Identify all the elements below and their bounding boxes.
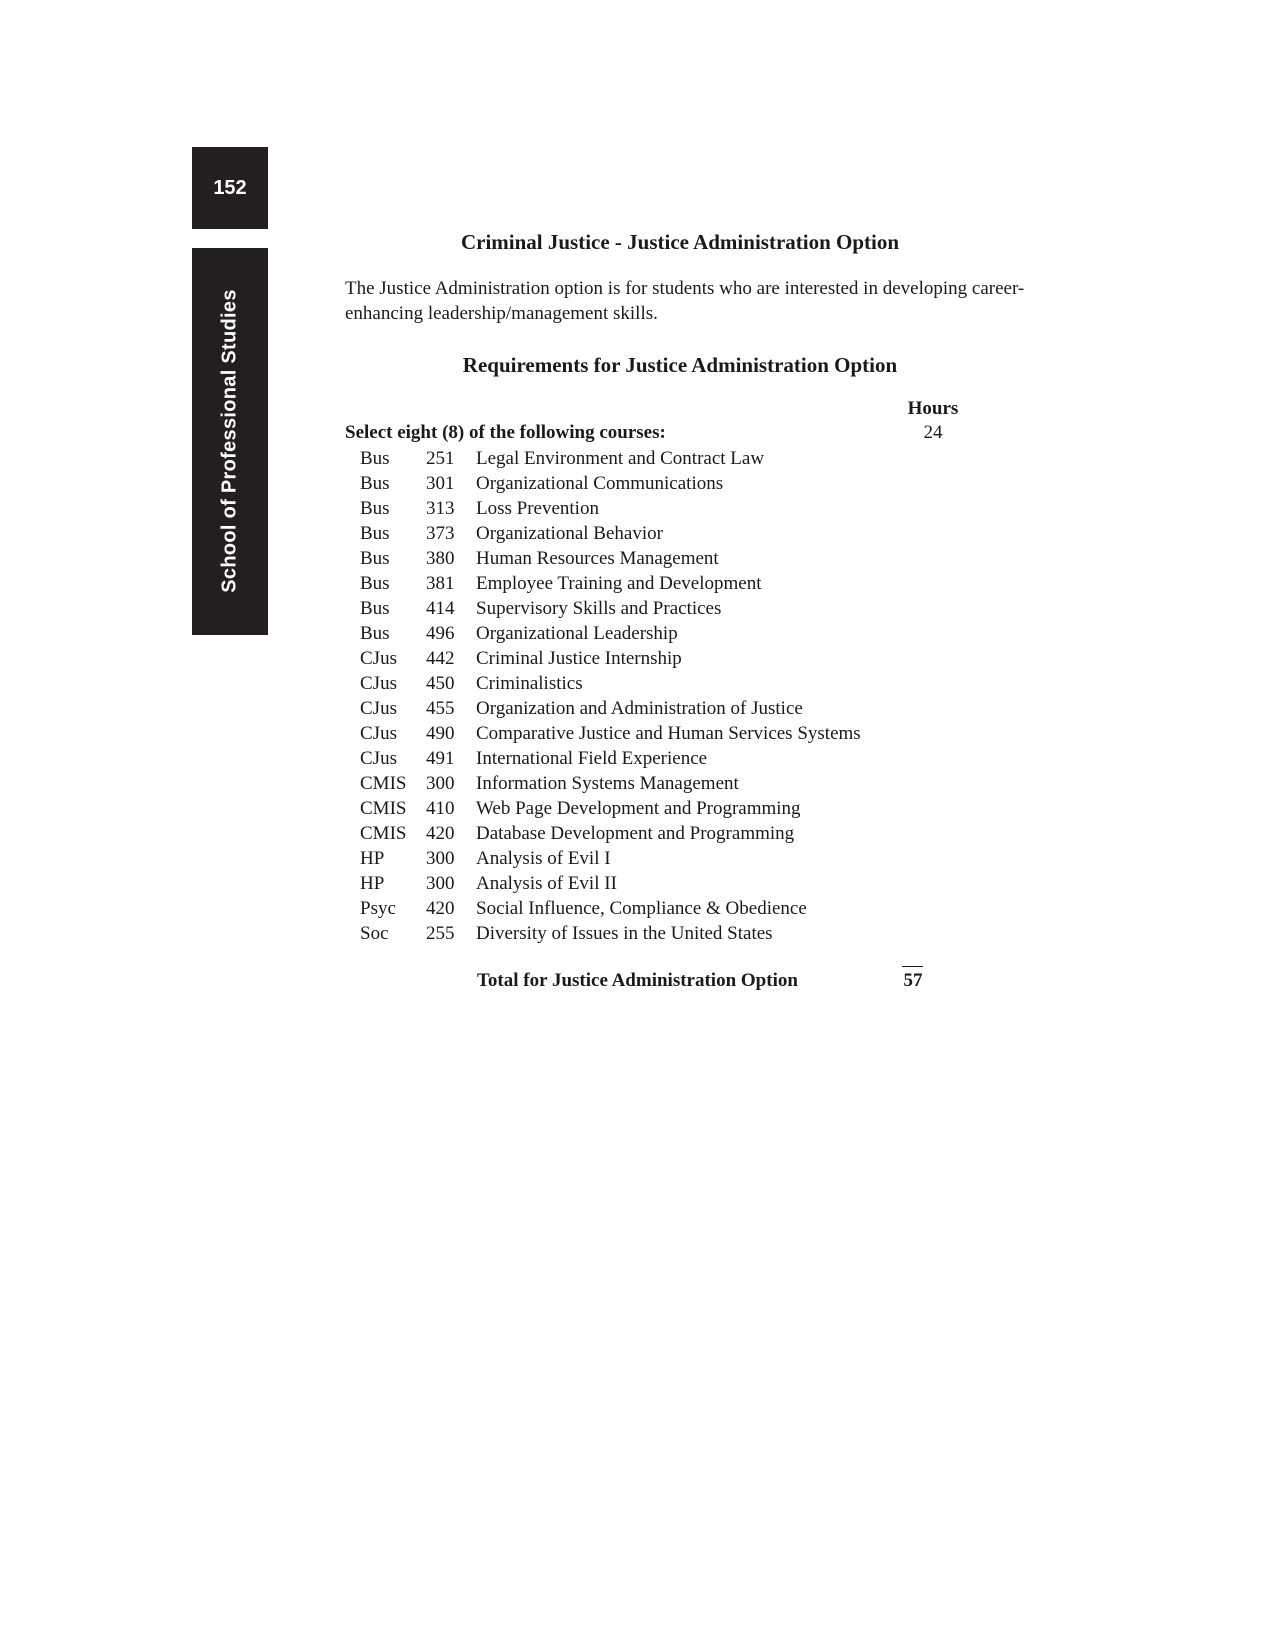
page-number: 152 (213, 176, 247, 199)
course-number: 442 (426, 648, 455, 669)
page-title: Criminal Justice - Justice Administration Option (460, 230, 900, 254)
course-name: Organizational Behavior (476, 523, 663, 544)
course-row (360, 496, 861, 521)
course-dept: Bus (360, 473, 390, 494)
course-dept: CMIS (360, 823, 407, 844)
course-number: 450 (426, 673, 455, 694)
page-number-tab (192, 147, 268, 229)
course-row (360, 446, 861, 471)
course-dept: CJus (360, 698, 397, 719)
course-row (360, 621, 861, 646)
course-name: Criminal Justice Internship (476, 648, 682, 669)
course-number: 373 (426, 523, 455, 544)
course-name: Loss Prevention (476, 498, 599, 519)
course-number: 300 (426, 873, 455, 894)
course-row (360, 471, 861, 496)
course-number: 491 (426, 748, 455, 769)
hours-column-heading: Hours (907, 398, 959, 419)
course-row (360, 696, 861, 721)
course-dept: Bus (360, 523, 390, 544)
course-dept: Bus (360, 548, 390, 569)
course-list (360, 446, 861, 946)
course-dept: Psyc (360, 898, 396, 919)
course-number: 414 (426, 598, 455, 619)
course-name: Legal Environment and Contract Law (476, 448, 765, 469)
course-dept: Bus (360, 573, 390, 594)
course-number: 455 (426, 698, 455, 719)
course-name: Comparative Justice and Human Services Systems (476, 723, 861, 744)
course-name: Criminalistics (476, 673, 583, 694)
total-rule (902, 966, 923, 967)
course-row (360, 721, 861, 746)
course-row (360, 796, 861, 821)
course-number: 300 (426, 848, 455, 869)
course-number: 420 (426, 823, 455, 844)
course-row (360, 896, 861, 921)
course-name: Organization and Administration of Justice (476, 698, 803, 719)
course-dept: CJus (360, 648, 397, 669)
course-dept: CJus (360, 673, 397, 694)
course-dept: HP (360, 873, 385, 894)
course-number: 420 (426, 898, 455, 919)
course-name: Human Resources Management (476, 548, 719, 569)
course-name: Diversity of Issues in the United States (476, 923, 773, 944)
course-row (360, 871, 861, 896)
course-number: 313 (426, 498, 455, 519)
course-dept: CJus (360, 748, 397, 769)
course-number: 301 (426, 473, 455, 494)
select-courses-hours: 24 (923, 422, 943, 443)
course-name: Information Systems Management (476, 773, 739, 794)
course-name: International Field Experience (476, 748, 708, 769)
course-number: 496 (426, 623, 455, 644)
course-row (360, 571, 861, 596)
course-name: Employee Training and Development (476, 573, 762, 594)
course-row (360, 546, 861, 571)
course-number: 380 (426, 548, 455, 569)
course-name: Analysis of Evil II (476, 873, 617, 894)
course-row (360, 671, 861, 696)
course-number: 410 (426, 798, 455, 819)
course-name: Social Influence, Compliance & Obedience (476, 898, 807, 919)
course-dept: CMIS (360, 798, 407, 819)
total-label: Total for Justice Administration Option (477, 970, 798, 991)
course-number: 300 (426, 773, 455, 794)
select-courses-label: Select eight (8) of the following courses: (345, 422, 666, 443)
course-number: 381 (426, 573, 455, 594)
course-name: Analysis of Evil I (476, 848, 611, 869)
course-row (360, 646, 861, 671)
course-name: Web Page Development and Programming (476, 798, 801, 819)
course-dept: Bus (360, 498, 390, 519)
intro-paragraph: The Justice Administration option is for students who are interested in developing career-enhancing leadership/management skills. (345, 278, 1025, 324)
course-row (360, 521, 861, 546)
course-dept: HP (360, 848, 385, 869)
course-row (360, 596, 861, 621)
course-row (360, 821, 861, 846)
course-number: 255 (426, 923, 455, 944)
section-side-tab (192, 248, 268, 635)
course-row (360, 771, 861, 796)
total-value: 57 (903, 970, 923, 991)
course-row (360, 846, 861, 871)
course-name: Supervisory Skills and Practices (476, 598, 722, 619)
course-name: Organizational Communications (476, 473, 724, 494)
course-dept: Soc (360, 923, 389, 944)
course-dept: CMIS (360, 773, 407, 794)
course-dept: Bus (360, 448, 390, 469)
course-number: 490 (426, 723, 455, 744)
course-row (360, 746, 861, 771)
course-dept: CJus (360, 723, 397, 744)
course-name: Organizational Leadership (476, 623, 678, 644)
requirements-heading: Requirements for Justice Administration Option (462, 353, 898, 377)
course-name: Database Development and Programming (476, 823, 795, 844)
course-row (360, 921, 861, 946)
course-dept: Bus (360, 623, 390, 644)
course-number: 251 (426, 448, 455, 469)
section-side-tab-label: School of Professional Studies (218, 289, 241, 593)
course-dept: Bus (360, 598, 390, 619)
